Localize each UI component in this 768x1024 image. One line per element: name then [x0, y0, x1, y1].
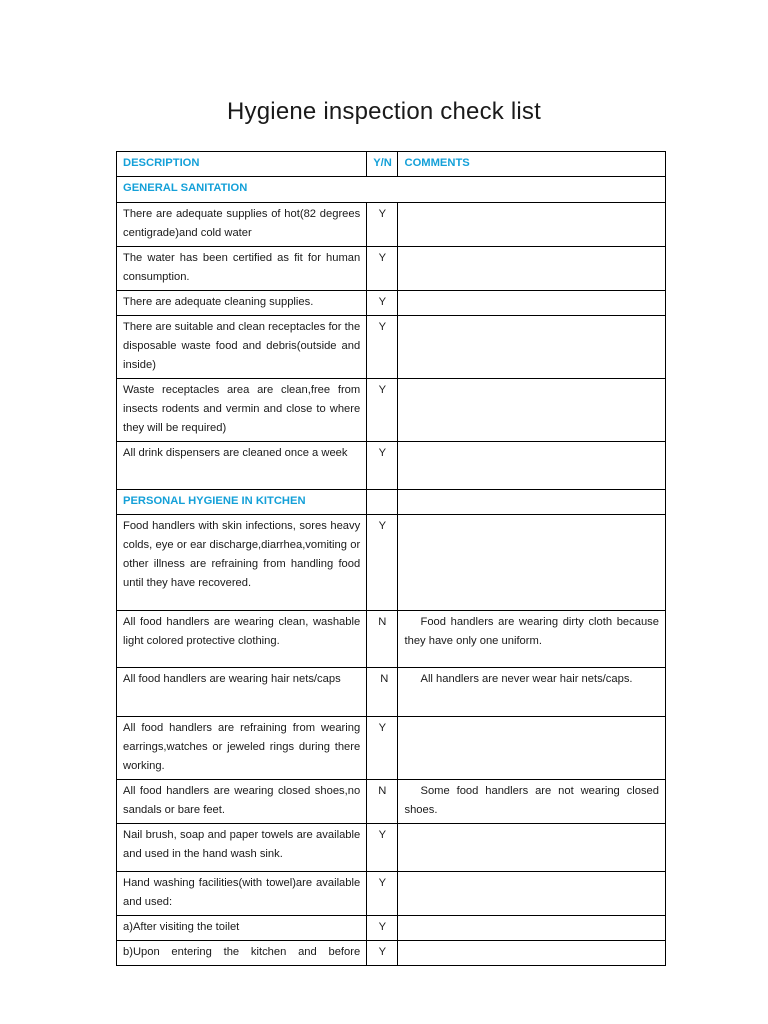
section-empty-cell	[367, 490, 398, 515]
section-general-sanitation: GENERAL SANITATION	[117, 177, 666, 203]
row-yn: Y	[367, 291, 398, 316]
row-comment: Food handlers are wearing dirty cloth because they have only one uniform.	[398, 611, 666, 668]
row-yn: Y	[367, 379, 398, 442]
row-comment	[398, 824, 666, 872]
row-comment	[398, 203, 666, 247]
row-yn: Y	[367, 916, 398, 941]
row-description: There are adequate cleaning supplies.	[117, 291, 367, 316]
row-comment: All handlers are never wear hair nets/caps.	[398, 668, 666, 717]
row-description: All food handlers are wearing hair nets/caps	[117, 668, 367, 717]
row-description: Waste receptacles area are clean,free from insects rodents and vermin and close to where they will be required)	[117, 379, 367, 442]
row-comment	[398, 941, 666, 966]
table-row	[117, 668, 666, 717]
row-comment	[398, 717, 666, 780]
row-description: Hand washing facilities(with towel)are available and used:	[117, 872, 367, 916]
table-row	[117, 780, 666, 824]
row-yn: Y	[367, 442, 398, 490]
row-comment	[398, 515, 666, 611]
row-yn: N	[367, 668, 398, 717]
row-yn: Y	[367, 872, 398, 916]
table-row	[117, 941, 666, 966]
table-row	[117, 247, 666, 291]
table-row	[117, 515, 666, 611]
table-row	[117, 291, 666, 316]
table-row	[117, 203, 666, 247]
table-row	[117, 316, 666, 379]
header-description: DESCRIPTION	[117, 152, 367, 177]
section-personal-hygiene: PERSONAL HYGIENE IN KITCHEN	[117, 490, 367, 515]
row-yn: Y	[367, 515, 398, 611]
table-row	[117, 379, 666, 442]
row-description: The water has been certified as fit for human consumption.	[117, 247, 367, 291]
row-description: All drink dispensers are cleaned once a week	[117, 442, 367, 490]
table-row	[117, 872, 666, 916]
section-row	[117, 490, 666, 515]
row-description: All food handlers are wearing clean, washable light colored protective clothing.	[117, 611, 367, 668]
row-comment	[398, 872, 666, 916]
row-comment	[398, 291, 666, 316]
row-comment	[398, 247, 666, 291]
row-yn: Y	[367, 203, 398, 247]
section-row	[117, 177, 666, 203]
checklist-table	[116, 151, 666, 966]
row-description: All food handlers are refraining from wearing earrings,watches or jeweled rings during there working.	[117, 717, 367, 780]
row-comment	[398, 442, 666, 490]
row-comment: Some food handlers are not wearing closed shoes.	[398, 780, 666, 824]
row-yn: Y	[367, 316, 398, 379]
table-row	[117, 824, 666, 872]
table-header-row	[117, 152, 666, 177]
header-comments: COMMENTS	[398, 152, 666, 177]
header-yn: Y/N	[367, 152, 398, 177]
row-comment	[398, 316, 666, 379]
row-yn: Y	[367, 717, 398, 780]
row-description: All food handlers are wearing closed shoes,no sandals or bare feet.	[117, 780, 367, 824]
row-description: Nail brush, soap and paper towels are available and used in the hand wash sink.	[117, 824, 367, 872]
row-yn: Y	[367, 941, 398, 966]
table-row	[117, 442, 666, 490]
row-comment	[398, 916, 666, 941]
table-row	[117, 611, 666, 668]
row-yn: Y	[367, 824, 398, 872]
row-description: b)Upon entering the kitchen and before	[117, 941, 367, 966]
page-title: Hygiene inspection check list	[227, 98, 541, 125]
row-description: a)After visiting the toilet	[117, 916, 367, 941]
table-row	[117, 717, 666, 780]
table-row	[117, 916, 666, 941]
row-yn: N	[367, 780, 398, 824]
row-description: There are adequate supplies of hot(82 degrees centigrade)and cold water	[117, 203, 367, 247]
row-comment	[398, 379, 666, 442]
section-empty-cell	[398, 490, 666, 515]
row-yn: Y	[367, 247, 398, 291]
row-description: Food handlers with skin infections, sores heavy colds, eye or ear discharge,diarrhea,vomiting or other illness are refraining from handling food until they have recovered.	[117, 515, 367, 611]
row-yn: N	[367, 611, 398, 668]
row-description: There are suitable and clean receptacles for the disposable waste food and debris(outside and inside)	[117, 316, 367, 379]
